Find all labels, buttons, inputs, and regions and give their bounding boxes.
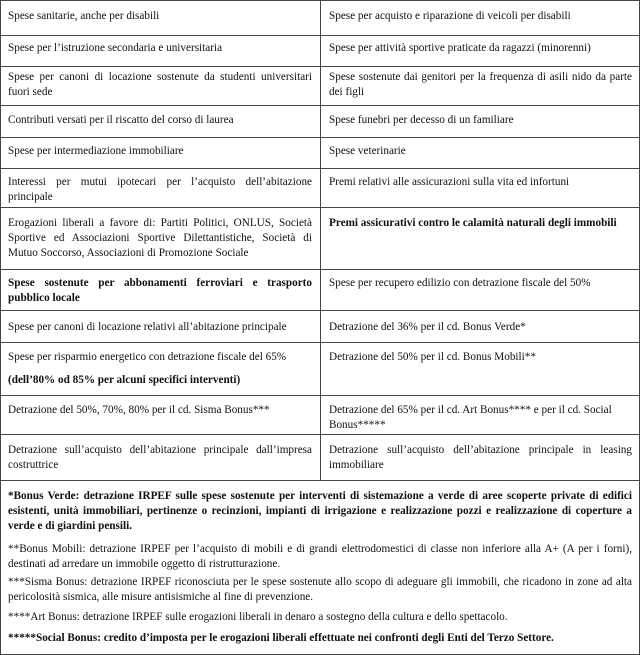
table-cell-left: Erogazioni liberali a favore di: Partiti Politici, ONLUS, Società Sportive ed Associazioni Sportive Dilettantistiche, Società di Mutuo Soccorso, Associazioni di Promozione Sociale [8, 217, 312, 259]
table-cell-right: Premi assicurativi contro le calamità naturali degli immobili [329, 217, 617, 229]
footnote-social-bonus: *****Social Bonus: credito d’imposta per le erogazioni liberali effettuate nei confronti degli Enti del Terzo Settore. [8, 632, 554, 644]
table-cell-right: Premi relativi alle assicurazioni sulla vita ed infortuni [329, 176, 570, 188]
table-cell-right: Detrazione del 65% per il cd. Art Bonus**** e per il cd. Social Bonus***** [329, 404, 612, 431]
table-cell-left: Spese per intermediazione immobiliare [8, 145, 184, 157]
table-cell-left: Detrazione del 50%, 70%, 80% per il cd. Sisma Bonus*** [8, 404, 270, 416]
footnote-art-bonus: ****Art Bonus: detrazione IRPEF sulle erogazioni liberali in denaro a sostegno della cultura e dello spettacolo. [8, 611, 508, 623]
table-cell-left: Spese per canoni di locazione sostenute da studenti universitari fuori sede [8, 71, 312, 98]
table-cell-left: Spese per risparmio energetico con detrazione fiscale del 65% [8, 351, 287, 363]
table-cell-right: Spese per acquisto e riparazione di veicoli per disabili [329, 10, 571, 22]
table-cell-left: Detrazione sull’acquisto dell’abitazione principale dall’impresa costruttrice [8, 444, 312, 471]
footnote-bonus-verde: *Bonus Verde: detrazione IRPEF sulle spese sostenute per interventi di sistemazione a verde di aree scoperte private di edifici esistenti, unità immobiliari, pertinenze o recinzioni, impianti di irrigazione e realizzazione pozzi e realizzazione di coperture a verde e di giardini pensili. [8, 490, 632, 532]
table-cell-right: Detrazione del 50% per il cd. Bonus Mobili** [329, 351, 536, 363]
footnote-sisma-bonus: ***Sisma Bonus: detrazione IRPEF riconosciuta per le spese sostenute allo scopo di adeguare gli immobili, che ricadono in zone ad alta pericolosità sismica, alle misure antisismiche al fine di prevenzione. [8, 576, 632, 603]
table-cell-left: Contributi versati per il riscatto del corso di laurea [8, 114, 234, 126]
footnote-bonus-mobili: **Bonus Mobili: detrazione IRPEF per l’acquisto di mobili e di grandi elettrodomestici di classe non inferiore alla A+ (A per i forni), destinati ad arredare un immobile oggetto di ristrutturazione. [8, 543, 632, 570]
table-cell-left-note: (dell’80% od 85% per alcuni specifici interventi) [8, 374, 241, 386]
table-cell-right: Spese per recupero edilizio con detrazione fiscale del 50% [329, 277, 591, 289]
table-cell-right: Spese funebri per decesso di un familiare [329, 114, 514, 126]
table-cell-right: Spese per attività sportive praticate da ragazzi (minorenni) [329, 42, 591, 54]
table-cell-left: Spese sostenute per abbonamenti ferroviari e trasporto pubblico locale [8, 277, 312, 304]
table-cell-left: Spese sanitarie, anche per disabili [8, 10, 160, 22]
table-cell-left: Interessi per mutui ipotecari per l’acquisto dell’abitazione principale [8, 176, 312, 203]
table-cell-right: Spese veterinarie [329, 145, 406, 157]
table-cell-right: Detrazione del 36% per il cd. Bonus Verde* [329, 321, 526, 333]
table-cell-right: Detrazione sull’acquisto dell’abitazione principale in leasing immobiliare [329, 444, 632, 471]
table-cell-right: Spese sostenute dai genitori per la frequenza di asili nido da parte dei figli [329, 71, 632, 98]
table-cell-left: Spese per l’istruzione secondaria e universitaria [8, 42, 223, 54]
table-cell-left: Spese per canoni di locazione relativi all’abitazione principale [8, 321, 287, 333]
